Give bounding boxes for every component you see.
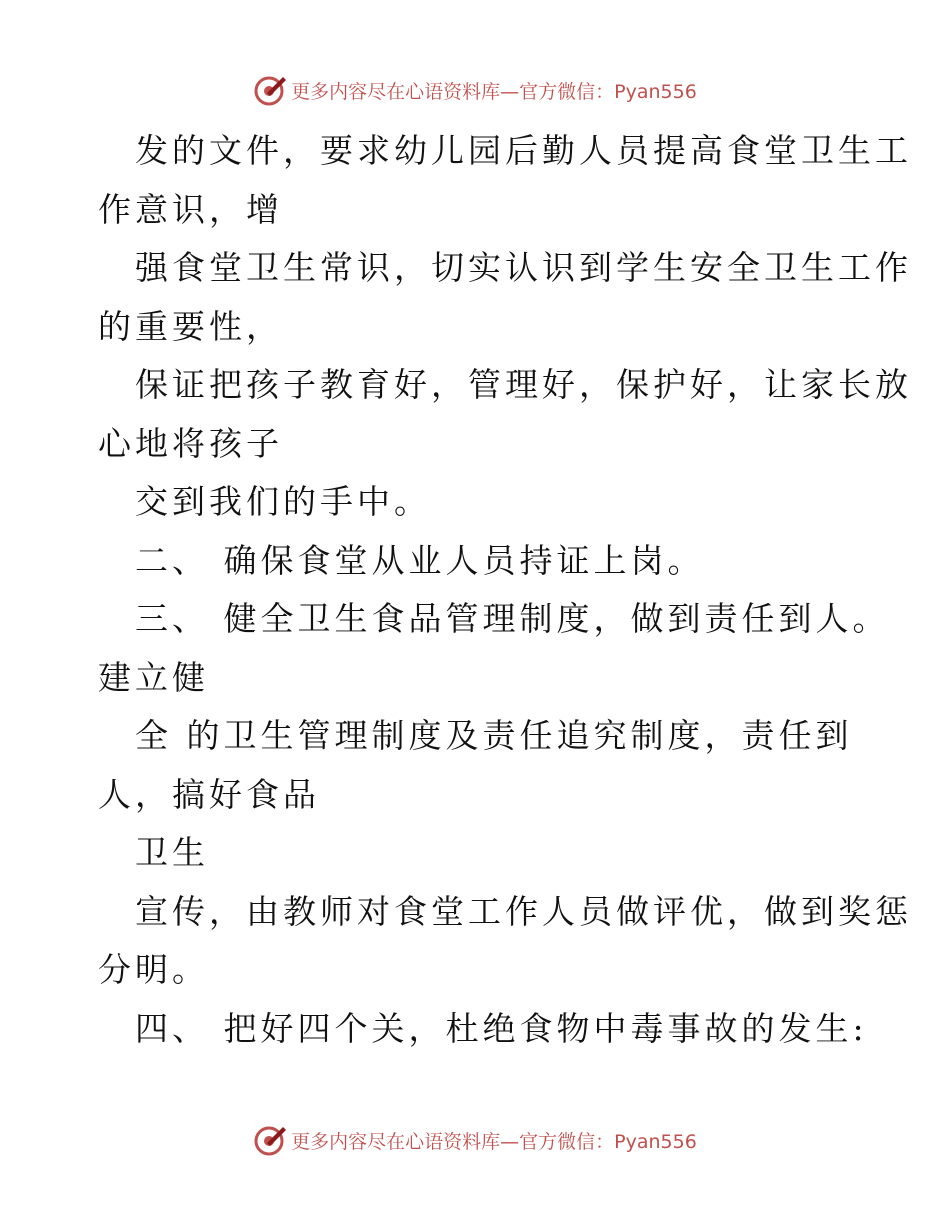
paragraph-line: 保证把孩子教育好，管理好，保护好，让家长放: [135, 365, 912, 404]
paragraph-line: 交到我们的手中。: [135, 482, 431, 521]
section-heading-line: 四、 把好四个关，杜绝食物中毒事故的发生:: [135, 1008, 868, 1048]
footer-watermark-banner: [0, 1120, 950, 1160]
paragraph-line: 全 的卫生管理制度及责任追究制度，责任到: [135, 716, 853, 755]
paragraph-line: 作意识，增: [98, 189, 283, 229]
paragraph-line: 建立健: [98, 657, 209, 697]
pen-circle-logo-icon: [253, 73, 287, 107]
header-watermark-banner: [0, 70, 950, 110]
paragraph-line: 心地将孩子: [98, 423, 283, 463]
document-body: [98, 122, 912, 1058]
paragraph-line: 卫生: [135, 833, 209, 872]
paragraph-line: 的重要性，: [98, 306, 283, 346]
footer-watermark-text: 更多内容尽在心语资料库—官方微信：Pyan556: [291, 1130, 697, 1153]
paragraph-line: 强食堂卫生常识，切实认识到学生安全卫生工作: [135, 248, 912, 287]
section-heading-line: 二、 确保食堂从业人员持证上岗。: [135, 540, 705, 580]
section-heading-line: 三、 健全卫生食品管理制度，做到责任到人。: [135, 599, 890, 638]
paragraph-line: 发的文件，要求幼儿园后勤人员提高食堂卫生工: [135, 131, 912, 170]
pen-circle-logo-icon: [253, 1123, 287, 1157]
paragraph-line: 分明。: [98, 950, 209, 989]
paragraph-line: 人，搞好食品: [98, 774, 320, 814]
header-watermark-text: 更多内容尽在心语资料库—官方微信：Pyan556: [291, 80, 697, 103]
paragraph-line: 宣传，由教师对食堂工作人员做评优，做到奖惩: [135, 891, 912, 931]
